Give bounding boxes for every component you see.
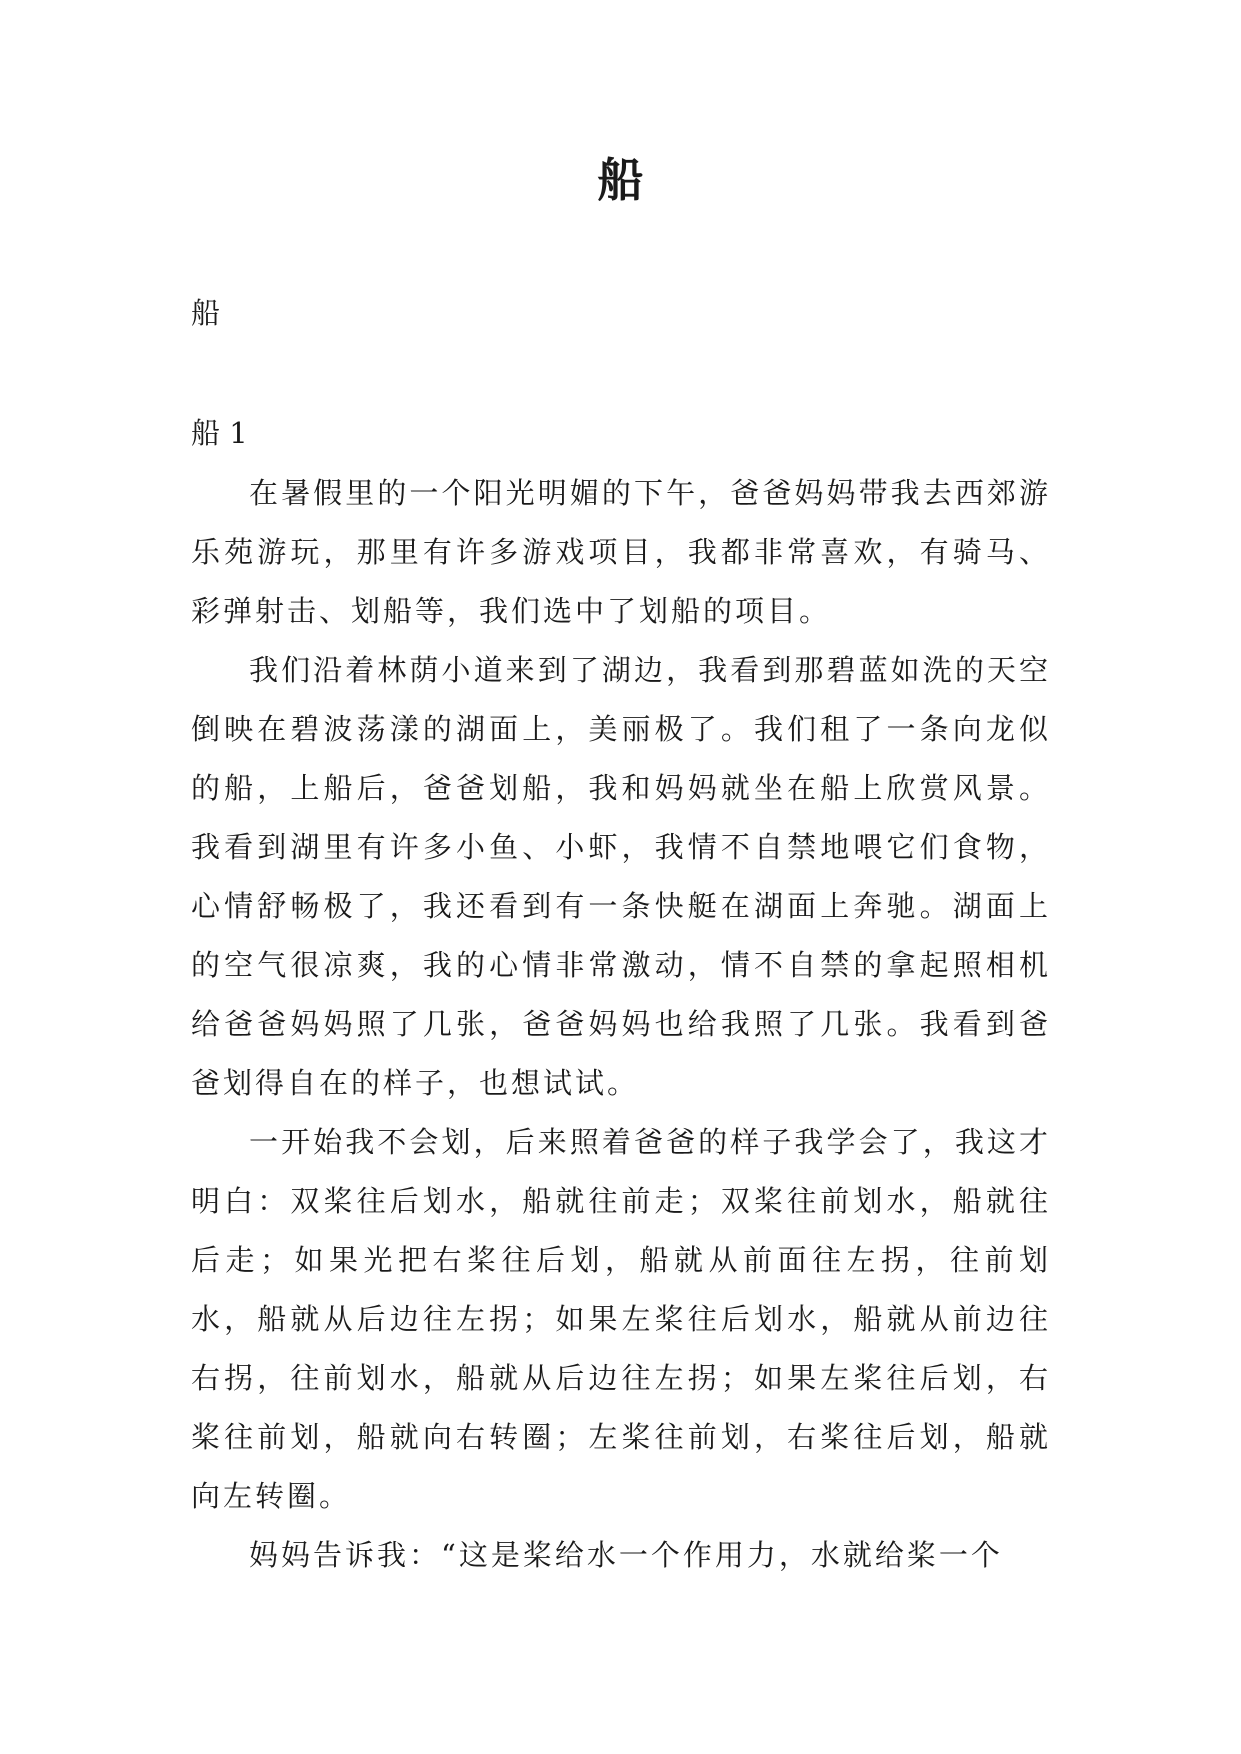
document-subtitle: 船 — [191, 296, 221, 330]
document-title: 船 — [597, 153, 644, 207]
paragraph-1: 在暑假里的一个阳光明媚的下午，爸爸妈妈带我去西郊游乐苑游玩，那里有许多游戏项目，我都非常喜欢，有骑马、彩弹射击、划船等，我们选中了划船的项目。 — [191, 476, 1051, 628]
document-body — [191, 464, 1051, 1585]
paragraph-4: 妈妈告诉我：“这是桨给水一个作用力，水就给桨一个 — [249, 1538, 1003, 1572]
paragraph-3: 一开始我不会划，后来照着爸爸的样子我学会了，我这才明白：双桨往后划水，船就往前走；双桨往前划水，船就往后走；如果光把右桨往后划，船就从前面往左拐，往前划水，船就从后边往左拐；如果左桨往后划水，船就从前边往右拐，往前划水，船就从后边往左拐；如果左桨往后划，右桨往前划，船就向右转圈；左桨往前划，右桨往后划，船就向左转圈。 — [191, 1125, 1051, 1513]
section-heading: 船 1 — [191, 416, 248, 450]
paragraph-2: 我们沿着林荫小道来到了湖边，我看到那碧蓝如洗的天空倒映在碧波荡漾的湖面上，美丽极了。我们租了一条向龙似的船，上船后，爸爸划船，我和妈妈就坐在船上欣赏风景。我看到湖里有许多小鱼、小虾，我情不自禁地喂它们食物，心情舒畅极了，我还看到有一条快艇在湖面上奔驰。湖面上的空气很凉爽，我的心情非常激动，情不自禁的拿起照相机给爸爸妈妈照了几张，爸爸妈妈也给我照了几张。我看到爸爸划得自在的样子，也想试试。 — [191, 653, 1051, 1100]
